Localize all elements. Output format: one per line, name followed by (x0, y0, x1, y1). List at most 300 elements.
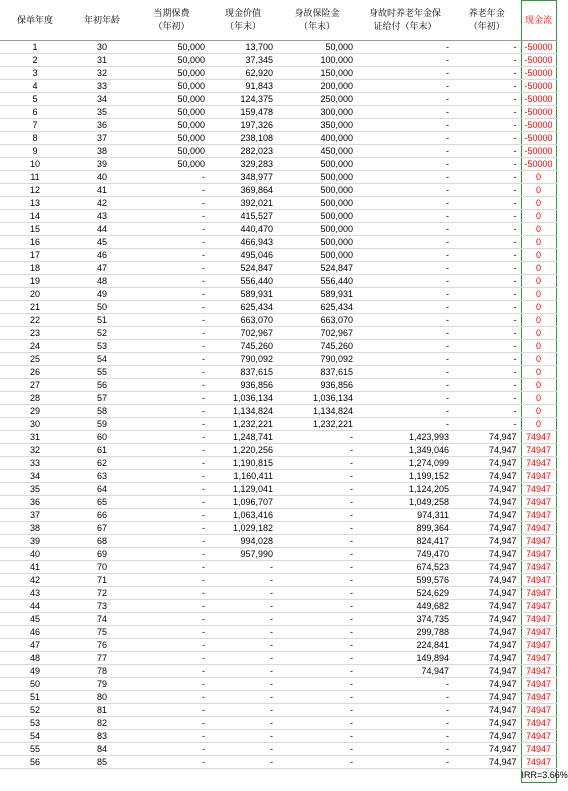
cell-cash-value: - (209, 678, 277, 691)
cell-premium: 50,000 (134, 41, 209, 54)
cell-cash-value: - (209, 665, 277, 678)
table-row (0, 106, 556, 119)
cell-death-benefit: 556,440 (277, 275, 357, 288)
cell-death-benefit: - (277, 678, 357, 691)
table-row (0, 145, 556, 158)
cell-cash-value: 1,220,256 (209, 444, 277, 457)
cell-death-annuity-guarantee: 749,470 (357, 548, 453, 561)
cell-cashflow: -50000 (521, 54, 556, 67)
cell-age: 52 (70, 327, 134, 340)
cell-death-benefit: 500,000 (277, 249, 357, 262)
cell-policy-year: 26 (0, 366, 70, 379)
cell-policy-year: 11 (0, 171, 70, 184)
cell-premium: - (134, 756, 209, 769)
cell-annuity: 74,947 (453, 717, 521, 730)
cell-death-benefit: 50,000 (277, 41, 357, 54)
cell-cash-value: 1,232,221 (209, 418, 277, 431)
cell-premium: - (134, 444, 209, 457)
cell-annuity: 74,947 (453, 535, 521, 548)
cell-age: 57 (70, 392, 134, 405)
cell-death-annuity-guarantee: 824,417 (357, 535, 453, 548)
cell-premium: - (134, 587, 209, 600)
cell-premium: - (134, 340, 209, 353)
cell-policy-year: 44 (0, 600, 70, 613)
cell-death-benefit: 745,260 (277, 340, 357, 353)
cell-death-annuity-guarantee: 899,364 (357, 522, 453, 535)
cell-cashflow: 74947 (521, 509, 556, 522)
cell-premium: 50,000 (134, 54, 209, 67)
cell-age: 43 (70, 210, 134, 223)
cell-premium: - (134, 509, 209, 522)
cell-age: 85 (70, 756, 134, 769)
cell-annuity: 74,947 (453, 665, 521, 678)
cell-policy-year: 28 (0, 392, 70, 405)
cell-death-benefit: 300,000 (277, 106, 357, 119)
cell-cashflow: -50000 (521, 41, 556, 54)
cell-policy-year: 15 (0, 223, 70, 236)
cell-age: 61 (70, 444, 134, 457)
cell-cashflow: 74947 (521, 587, 556, 600)
cell-death-annuity-guarantee: - (357, 67, 453, 80)
cell-death-benefit: 663,070 (277, 314, 357, 327)
cell-cash-value: - (209, 743, 277, 756)
table-row (0, 236, 556, 249)
cell-death-annuity-guarantee: 74,947 (357, 665, 453, 678)
cell-cashflow: 74947 (521, 535, 556, 548)
cell-age: 72 (70, 587, 134, 600)
cell-cash-value: 1,036,134 (209, 392, 277, 405)
cell-death-benefit: - (277, 756, 357, 769)
cell-cashflow: 74947 (521, 548, 556, 561)
table-row (0, 756, 556, 769)
cell-age: 49 (70, 288, 134, 301)
cell-premium: - (134, 431, 209, 444)
cell-death-benefit: - (277, 717, 357, 730)
table-row (0, 444, 556, 457)
cell-annuity: - (453, 340, 521, 353)
cell-death-benefit: - (277, 613, 357, 626)
cell-annuity: - (453, 301, 521, 314)
cell-age: 69 (70, 548, 134, 561)
cell-cash-value: - (209, 730, 277, 743)
cell-policy-year: 14 (0, 210, 70, 223)
cell-death-annuity-guarantee: 1,049,258 (357, 496, 453, 509)
cell-premium: - (134, 249, 209, 262)
cell-cashflow: 74947 (521, 600, 556, 613)
cell-death-annuity-guarantee: 149,894 (357, 652, 453, 665)
cell-death-annuity-guarantee: - (357, 379, 453, 392)
cell-annuity: 74,947 (453, 522, 521, 535)
cell-premium: - (134, 600, 209, 613)
cell-cash-value: 37,345 (209, 54, 277, 67)
cell-annuity: 74,947 (453, 678, 521, 691)
cell-cashflow: 0 (521, 353, 556, 366)
cell-premium: 50,000 (134, 119, 209, 132)
cell-cash-value: 238,108 (209, 132, 277, 145)
cell-policy-year: 23 (0, 327, 70, 340)
cell-cashflow: -50000 (521, 132, 556, 145)
cell-policy-year: 36 (0, 496, 70, 509)
cell-annuity: - (453, 106, 521, 119)
cell-cash-value: - (209, 613, 277, 626)
cell-cash-value: 556,440 (209, 275, 277, 288)
cell-annuity: - (453, 353, 521, 366)
cell-cashflow: 74947 (521, 626, 556, 639)
cell-premium: - (134, 652, 209, 665)
cell-cash-value: 957,990 (209, 548, 277, 561)
cell-death-benefit: - (277, 522, 357, 535)
cell-age: 50 (70, 301, 134, 314)
cell-death-annuity-guarantee: - (357, 210, 453, 223)
cell-policy-year: 10 (0, 158, 70, 171)
cell-death-annuity-guarantee: - (357, 717, 453, 730)
cell-cashflow: 74947 (521, 613, 556, 626)
cell-death-benefit: 936,856 (277, 379, 357, 392)
cell-premium: - (134, 314, 209, 327)
cell-age: 54 (70, 353, 134, 366)
cell-annuity: - (453, 405, 521, 418)
cell-cashflow: 0 (521, 236, 556, 249)
cell-cashflow: 0 (521, 405, 556, 418)
cell-policy-year: 56 (0, 756, 70, 769)
cell-premium: - (134, 483, 209, 496)
cell-policy-year: 2 (0, 54, 70, 67)
cell-death-annuity-guarantee: - (357, 119, 453, 132)
cell-premium: - (134, 743, 209, 756)
cell-policy-year: 19 (0, 275, 70, 288)
cell-premium: - (134, 288, 209, 301)
cell-death-benefit: - (277, 743, 357, 756)
cell-policy-year: 21 (0, 301, 70, 314)
cell-policy-year: 47 (0, 639, 70, 652)
cell-annuity: 74,947 (453, 626, 521, 639)
cell-annuity: - (453, 145, 521, 158)
table-row (0, 678, 556, 691)
cell-cash-value: 837,615 (209, 366, 277, 379)
cell-annuity: 74,947 (453, 561, 521, 574)
cell-age: 79 (70, 678, 134, 691)
header-annuity: 养老年金 （年初） (453, 1, 521, 41)
table-row (0, 470, 556, 483)
cell-death-annuity-guarantee: - (357, 236, 453, 249)
table-row (0, 288, 556, 301)
cell-policy-year: 41 (0, 561, 70, 574)
cell-premium: - (134, 613, 209, 626)
cell-age: 68 (70, 535, 134, 548)
cell-death-annuity-guarantee: 1,124,205 (357, 483, 453, 496)
cell-premium: - (134, 691, 209, 704)
cell-death-benefit: - (277, 509, 357, 522)
cell-policy-year: 31 (0, 431, 70, 444)
cell-death-annuity-guarantee: 1,423,993 (357, 431, 453, 444)
cell-death-annuity-guarantee: - (357, 704, 453, 717)
cell-premium: - (134, 535, 209, 548)
cell-cash-value: 1,134,824 (209, 405, 277, 418)
cell-policy-year: 48 (0, 652, 70, 665)
cell-death-benefit: 500,000 (277, 236, 357, 249)
cell-policy-year: 27 (0, 379, 70, 392)
cell-annuity: 74,947 (453, 431, 521, 444)
cell-age: 35 (70, 106, 134, 119)
table-body (0, 41, 556, 769)
cell-cash-value: 329,283 (209, 158, 277, 171)
cell-policy-year: 42 (0, 574, 70, 587)
table-row (0, 158, 556, 171)
cell-premium: 50,000 (134, 106, 209, 119)
cell-death-benefit: 500,000 (277, 197, 357, 210)
cell-death-benefit: 200,000 (277, 80, 357, 93)
cell-cash-value: 994,028 (209, 535, 277, 548)
cell-premium: 50,000 (134, 158, 209, 171)
cell-annuity: 74,947 (453, 730, 521, 743)
table-row (0, 457, 556, 470)
cell-death-benefit: - (277, 483, 357, 496)
table-row (0, 405, 556, 418)
cell-cash-value: - (209, 691, 277, 704)
cell-annuity: 74,947 (453, 483, 521, 496)
cell-cashflow: 0 (521, 379, 556, 392)
cell-cash-value: 415,527 (209, 210, 277, 223)
cell-premium: - (134, 275, 209, 288)
cell-cash-value: 282,023 (209, 145, 277, 158)
cell-age: 80 (70, 691, 134, 704)
irr-spacer (0, 769, 521, 783)
header-cash-value: 现金价值 （年末） (209, 1, 277, 41)
cell-policy-year: 17 (0, 249, 70, 262)
cell-annuity: - (453, 80, 521, 93)
cell-policy-year: 5 (0, 93, 70, 106)
cell-annuity: - (453, 158, 521, 171)
cell-death-annuity-guarantee: - (357, 392, 453, 405)
cell-premium: - (134, 522, 209, 535)
cell-death-benefit: - (277, 600, 357, 613)
cell-premium: - (134, 561, 209, 574)
table-row (0, 522, 556, 535)
cell-cash-value: - (209, 574, 277, 587)
cell-death-benefit: 790,092 (277, 353, 357, 366)
table-row (0, 509, 556, 522)
cell-age: 65 (70, 496, 134, 509)
cell-premium: 50,000 (134, 145, 209, 158)
header-policy-year: 保单年度 (0, 1, 70, 41)
table-row (0, 41, 556, 54)
cell-premium: - (134, 678, 209, 691)
cell-annuity: 74,947 (453, 496, 521, 509)
cell-death-annuity-guarantee: - (357, 275, 453, 288)
table-row (0, 600, 556, 613)
cell-death-annuity-guarantee: - (357, 93, 453, 106)
cell-cashflow: -50000 (521, 158, 556, 171)
cell-cashflow: 74947 (521, 652, 556, 665)
cell-age: 66 (70, 509, 134, 522)
cell-annuity: - (453, 132, 521, 145)
cell-cash-value: 13,700 (209, 41, 277, 54)
table-row (0, 418, 556, 431)
cell-cash-value: - (209, 600, 277, 613)
cell-death-benefit: 150,000 (277, 67, 357, 80)
table-row (0, 613, 556, 626)
cell-annuity: - (453, 314, 521, 327)
cell-annuity: - (453, 288, 521, 301)
cell-cash-value: 625,434 (209, 301, 277, 314)
table-row (0, 197, 556, 210)
cell-death-benefit: 500,000 (277, 210, 357, 223)
cell-policy-year: 8 (0, 132, 70, 145)
cell-annuity: 74,947 (453, 756, 521, 769)
cell-death-annuity-guarantee: - (357, 678, 453, 691)
cell-policy-year: 4 (0, 80, 70, 93)
cell-premium: - (134, 704, 209, 717)
cell-premium: - (134, 418, 209, 431)
table-row (0, 340, 556, 353)
cell-death-annuity-guarantee: - (357, 756, 453, 769)
cell-cashflow: 74947 (521, 704, 556, 717)
cell-death-annuity-guarantee: - (357, 223, 453, 236)
cell-death-annuity-guarantee: - (357, 132, 453, 145)
cell-policy-year: 35 (0, 483, 70, 496)
cell-premium: - (134, 639, 209, 652)
cell-death-benefit: - (277, 574, 357, 587)
table-row (0, 587, 556, 600)
cell-policy-year: 50 (0, 678, 70, 691)
cell-cashflow: 74947 (521, 678, 556, 691)
cell-premium: - (134, 236, 209, 249)
table-row (0, 392, 556, 405)
cell-policy-year: 45 (0, 613, 70, 626)
cell-cashflow: 0 (521, 340, 556, 353)
cell-premium: 50,000 (134, 67, 209, 80)
table-row (0, 665, 556, 678)
table-row (0, 171, 556, 184)
cell-annuity: - (453, 119, 521, 132)
cell-death-annuity-guarantee: 599,576 (357, 574, 453, 587)
cell-age: 32 (70, 67, 134, 80)
cell-age: 36 (70, 119, 134, 132)
cell-death-benefit: 500,000 (277, 171, 357, 184)
table-row (0, 548, 556, 561)
cell-death-benefit: - (277, 639, 357, 652)
cell-cashflow: 0 (521, 288, 556, 301)
cell-annuity: - (453, 184, 521, 197)
cell-annuity: - (453, 262, 521, 275)
cell-premium: - (134, 262, 209, 275)
cell-death-benefit: - (277, 548, 357, 561)
cell-cashflow: 74947 (521, 639, 556, 652)
cell-policy-year: 29 (0, 405, 70, 418)
cell-cash-value: 1,248,741 (209, 431, 277, 444)
cell-policy-year: 6 (0, 106, 70, 119)
cell-death-benefit: 500,000 (277, 223, 357, 236)
cell-annuity: 74,947 (453, 509, 521, 522)
cell-premium: - (134, 327, 209, 340)
header-death-annuity-guarantee: 身故时养老年金保 证给付（年末） (357, 1, 453, 41)
header-cashflow: 现金流 (521, 1, 556, 41)
cell-cashflow: 74947 (521, 730, 556, 743)
table-row (0, 327, 556, 340)
table-row (0, 561, 556, 574)
cell-death-benefit: - (277, 626, 357, 639)
table-row (0, 691, 556, 704)
cell-premium: - (134, 405, 209, 418)
cell-premium: - (134, 379, 209, 392)
cell-annuity: - (453, 171, 521, 184)
cell-cash-value: - (209, 652, 277, 665)
cell-cashflow: 74947 (521, 743, 556, 756)
cell-age: 77 (70, 652, 134, 665)
table-row (0, 626, 556, 639)
cell-premium: - (134, 366, 209, 379)
cell-premium: 50,000 (134, 93, 209, 106)
cell-cashflow: 0 (521, 197, 556, 210)
cell-annuity: 74,947 (453, 652, 521, 665)
cell-cash-value: - (209, 626, 277, 639)
cell-death-benefit: 500,000 (277, 184, 357, 197)
cell-age: 39 (70, 158, 134, 171)
cell-premium: 50,000 (134, 132, 209, 145)
cell-annuity: - (453, 392, 521, 405)
irr-row (0, 769, 556, 783)
cell-annuity: 74,947 (453, 704, 521, 717)
cell-death-annuity-guarantee: - (357, 314, 453, 327)
cell-policy-year: 9 (0, 145, 70, 158)
table-row (0, 119, 556, 132)
cell-age: 82 (70, 717, 134, 730)
header-premium: 当期保费 （年初） (134, 1, 209, 41)
cell-cashflow: -50000 (521, 106, 556, 119)
cell-cash-value: 91,843 (209, 80, 277, 93)
cell-policy-year: 3 (0, 67, 70, 80)
cell-age: 62 (70, 457, 134, 470)
cell-death-annuity-guarantee: 1,274,099 (357, 457, 453, 470)
cell-cash-value: - (209, 717, 277, 730)
cell-policy-year: 39 (0, 535, 70, 548)
cell-policy-year: 16 (0, 236, 70, 249)
cell-age: 48 (70, 275, 134, 288)
cell-cashflow: 74947 (521, 457, 556, 470)
cell-cashflow: 0 (521, 301, 556, 314)
table-row (0, 483, 556, 496)
cell-cash-value: 524,847 (209, 262, 277, 275)
cell-death-annuity-guarantee: - (357, 249, 453, 262)
cell-death-benefit: - (277, 470, 357, 483)
cell-cash-value: 1,190,815 (209, 457, 277, 470)
cell-death-benefit: 524,847 (277, 262, 357, 275)
table-row (0, 67, 556, 80)
cell-cashflow: 74947 (521, 496, 556, 509)
cell-death-benefit: - (277, 704, 357, 717)
cell-policy-year: 37 (0, 509, 70, 522)
cell-cash-value: 745,260 (209, 340, 277, 353)
cell-age: 74 (70, 613, 134, 626)
cell-policy-year: 51 (0, 691, 70, 704)
cell-death-annuity-guarantee: - (357, 301, 453, 314)
table-row (0, 704, 556, 717)
cell-cashflow: 0 (521, 171, 556, 184)
cell-annuity: 74,947 (453, 457, 521, 470)
cell-death-benefit: - (277, 561, 357, 574)
header-row (0, 1, 556, 41)
cell-death-benefit: 350,000 (277, 119, 357, 132)
cell-cash-value: - (209, 756, 277, 769)
cell-annuity: - (453, 197, 521, 210)
table-row (0, 301, 556, 314)
cell-age: 46 (70, 249, 134, 262)
cell-premium: - (134, 626, 209, 639)
cell-cashflow: 74947 (521, 522, 556, 535)
cell-death-benefit: 1,036,134 (277, 392, 357, 405)
cell-cashflow: 0 (521, 210, 556, 223)
cell-annuity: - (453, 275, 521, 288)
